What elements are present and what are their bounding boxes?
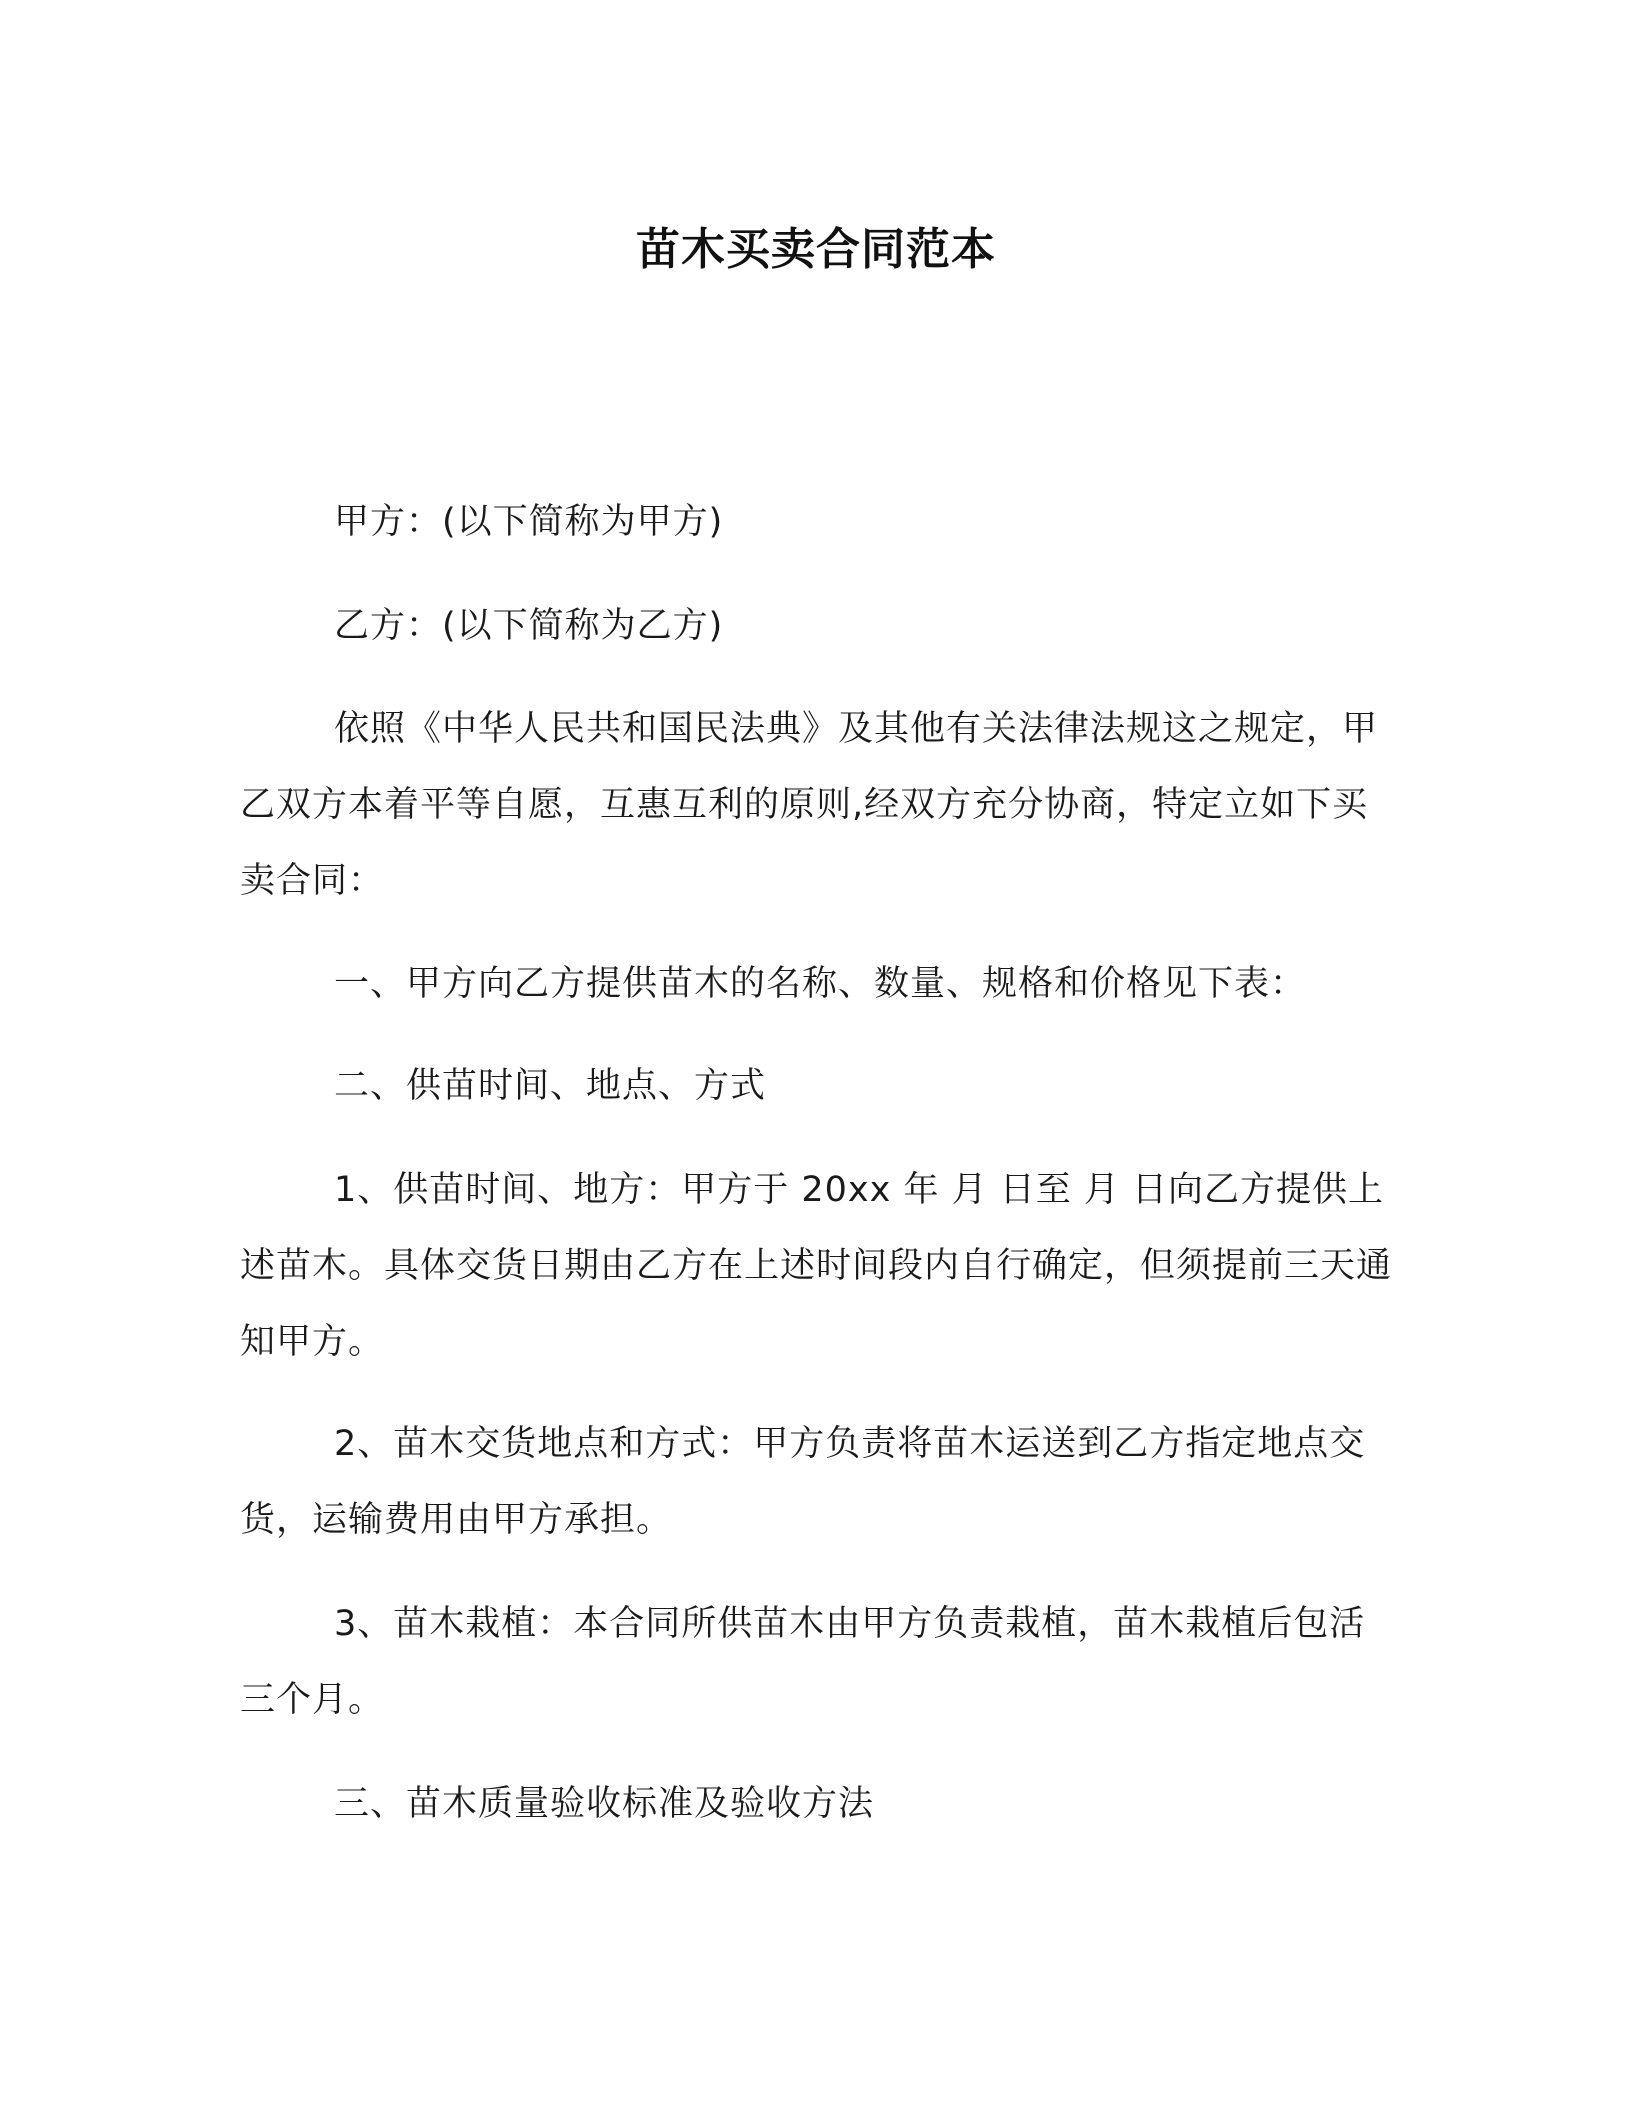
section-2-item-3: 3、苗木栽植：本合同所供苗木由甲方负责栽植，苗木栽植后包活三个月。 bbox=[240, 1604, 1366, 1720]
section-2-item-1: 1、供苗时间、地方：甲方于 20xx 年 月 日至 月 日向乙方提供上述苗木。具体交货日期由乙方在上述时间段内自行确定，但须提前三天通知甲方。 bbox=[240, 1170, 1393, 1362]
section-2-item-2: 2、苗木交货地点和方式：甲方负责将苗木运送到乙方指定地点交货，运输费用由甲方承担。 bbox=[240, 1424, 1366, 1540]
party-a-line: 甲方：(以下简称为甲方) bbox=[334, 502, 724, 542]
section-1-heading: 一、甲方向乙方提供苗木的名称、数量、规格和价格见下表： bbox=[334, 964, 1307, 1004]
intro-paragraph: 依照《中华人民共和国民法典》及其他有关法律法规这之规定，甲乙双方本着平等自愿，互惠互利的原则,经双方充分协商，特定立如下买卖合同： bbox=[240, 709, 1379, 901]
party-b-line: 乙方：(以下简称为乙方) bbox=[334, 606, 724, 646]
section-2-heading: 二、供苗时间、地点、方式 bbox=[334, 1066, 767, 1106]
document-title: 苗木买卖合同范本 bbox=[636, 224, 996, 275]
section-3-heading: 三、苗木质量验收标准及验收方法 bbox=[334, 1784, 875, 1824]
